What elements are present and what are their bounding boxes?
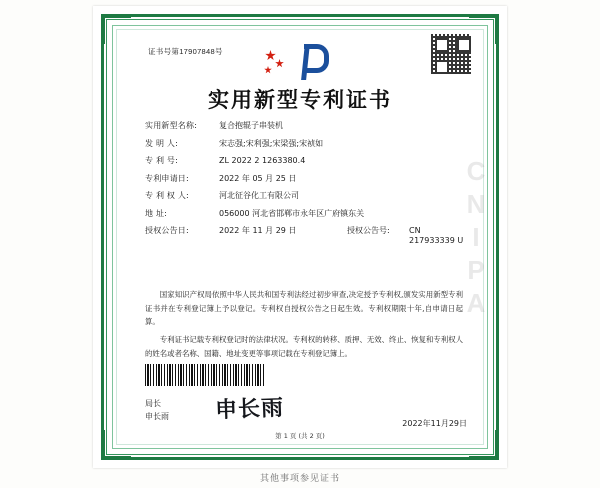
- cnipa-emblem-icon: [263, 42, 337, 82]
- emblem-p-bowl: [304, 44, 329, 73]
- field-row-patent-number: [145, 156, 465, 166]
- signatory-name: 申长雨: [145, 411, 169, 421]
- field-label-grant-date: 授权公告日:: [145, 226, 189, 235]
- field-list: [145, 121, 465, 254]
- signature-block: [145, 398, 169, 424]
- field-label: 专利申请日:: [145, 173, 189, 183]
- field-value: 复合抱辊子串装机: [219, 121, 283, 130]
- field-label: 实用新型名称:: [145, 121, 198, 130]
- watermark-text: CNIPA: [461, 156, 491, 321]
- emblem-star-2: [275, 59, 284, 68]
- certificate-number: 证书号第17907848号: [148, 47, 223, 56]
- field-value: ZL 2022 2 1263380.4: [219, 156, 306, 165]
- corner-ornament-top-right: [469, 16, 497, 44]
- field-label: 发 明 人:: [145, 138, 178, 148]
- body-paragraph-2: 专利证书记载专利权登记时的法律状况。专利权的转移、质押、无效、终止、恢复和专利权人的姓名或者名称、国籍、地址变更等事项记载在专利登记簿上。: [145, 335, 463, 358]
- body-paragraph-1: 国家知识产权局依照中华人民共和国专利法经过初步审查,决定授予专利权,颁发实用新型专利证书并在专利登记簿上予以登记。专利权自授权公告之日起生效。专利权期限十年,自申请日起算。: [145, 290, 463, 327]
- field-label-grant-number: 授权公告号:: [347, 226, 390, 235]
- signatory-role: 局长: [145, 399, 161, 408]
- field-row-application-date: [145, 174, 465, 184]
- field-value: 河北征谷化工有限公司: [219, 191, 299, 200]
- document-title: 实用新型专利证书: [208, 88, 392, 112]
- field-value: 宋志强;宋利强;宋梁强;宋祯如: [219, 138, 324, 148]
- corner-ornament-top-left: [103, 16, 131, 44]
- field-value-grant-number: CN 217933339 U: [409, 226, 464, 245]
- barcode: [145, 364, 265, 386]
- certificate-sheet: [93, 6, 507, 468]
- body-text: [145, 288, 463, 364]
- field-row-patentee: [145, 191, 465, 201]
- field-label: 地 址:: [145, 208, 168, 218]
- field-value: 056000 河北省邯郸市永年区广府镇东关: [219, 208, 365, 218]
- field-row-inventors: [145, 139, 465, 149]
- field-value-grant-date: 2022 年 11 月 29 日: [219, 226, 297, 235]
- page-number: 第 1 页 (共 2 页): [275, 432, 325, 440]
- qr-code-icon: [431, 34, 471, 74]
- handwritten-signature: 申长雨: [214, 394, 285, 424]
- signature-date: 2022年11月29日: [402, 419, 467, 428]
- emblem-star-3: [264, 66, 272, 74]
- bottom-caption: 其他事项参见证书: [259, 474, 340, 484]
- field-label: 专 利 号:: [145, 156, 178, 165]
- emblem-letter-p: [293, 42, 327, 82]
- emblem-star-1: [265, 50, 276, 61]
- field-value: 2022 年 05 月 25 日: [219, 173, 297, 183]
- field-label: 专 利 权 人:: [145, 191, 189, 200]
- field-row-address: [145, 209, 465, 219]
- field-row-grant-announcement: [145, 226, 465, 246]
- field-row-utility-model-name: [145, 121, 465, 131]
